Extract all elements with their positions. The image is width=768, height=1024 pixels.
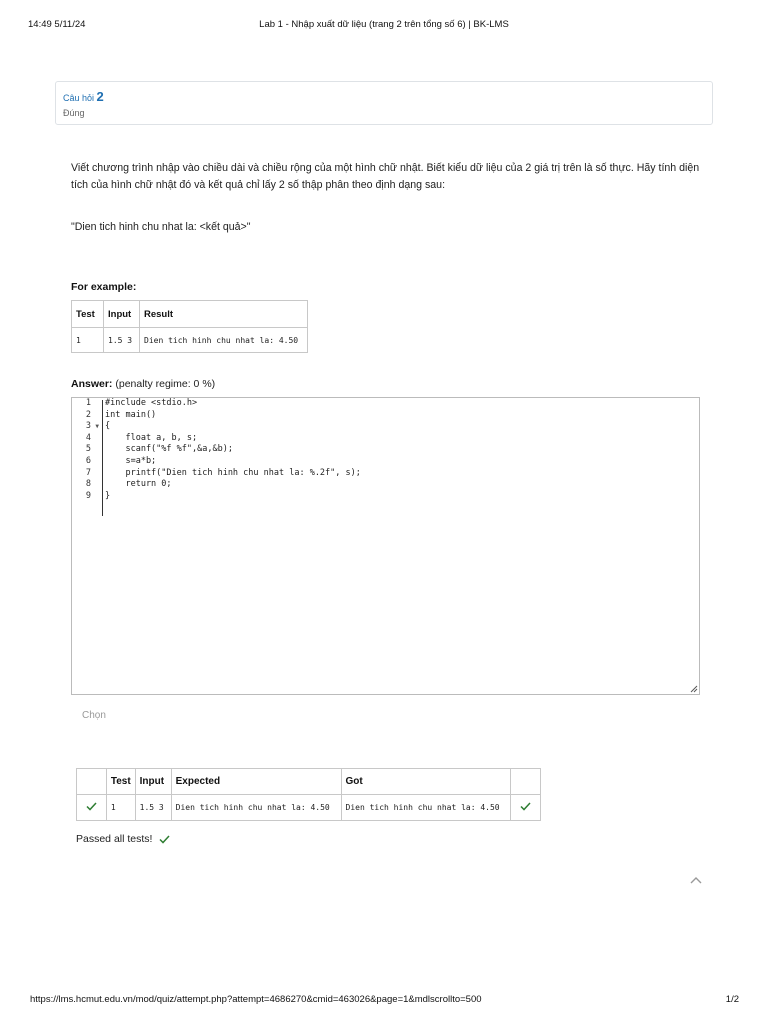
result-test-cell: 1 bbox=[106, 795, 135, 821]
check-icon bbox=[520, 802, 531, 811]
line-number: 9 bbox=[85, 490, 91, 501]
print-time: 14:49 5/11/24 bbox=[28, 19, 86, 30]
code-line: s=a*b; bbox=[105, 455, 157, 466]
result-got-cell: Dien tich hinh chu nhat la: 4.50 bbox=[341, 795, 511, 821]
example-row bbox=[72, 328, 308, 353]
result-pass-cell bbox=[511, 795, 541, 821]
code-content[interactable] bbox=[105, 398, 695, 502]
results-header-result bbox=[511, 769, 541, 795]
print-footer bbox=[0, 994, 768, 1008]
results-row bbox=[77, 795, 541, 821]
question-text: Viết chương trình nhập vào chiều dài và chiều rộng của một hình chữ nhật. Biết kiểu dữ liệu của 2 giá trị trên là số thực. Hãy tính diện tích của hình chữ nhật đó và kết quả chỉ lấy 2 số thập phân theo định dạng sau: bbox=[71, 162, 700, 191]
resize-handle-icon[interactable] bbox=[690, 685, 698, 693]
results-header-row bbox=[77, 769, 541, 795]
question-label: Câu hỏi bbox=[63, 93, 95, 103]
print-page-number: 1/2 bbox=[725, 994, 739, 1005]
results-header-test: Test bbox=[106, 769, 135, 795]
example-heading: For example: bbox=[71, 281, 137, 293]
results-header-expected: Expected bbox=[171, 769, 341, 795]
penalty-regime: (penalty regime: 0 %) bbox=[115, 378, 216, 390]
question-number-value: 2 bbox=[96, 89, 104, 104]
code-editor[interactable] bbox=[71, 397, 700, 695]
results-header-status bbox=[77, 769, 107, 795]
result-status-cell bbox=[77, 795, 107, 821]
code-line: int main() bbox=[105, 409, 157, 420]
code-line: printf("Dien tich hinh chu nhat la: %.2f", s); bbox=[105, 467, 361, 478]
choose-button[interactable]: Chọn bbox=[82, 710, 106, 721]
question-info-box bbox=[55, 81, 713, 125]
answer-label-text: Answer: bbox=[71, 378, 113, 390]
code-line: float a, b, s; bbox=[105, 432, 198, 443]
line-number: 5 bbox=[85, 444, 91, 455]
result-expected-cell: Dien tich hinh chu nhat la: 4.50 bbox=[171, 795, 341, 821]
line-number-with-fold bbox=[72, 421, 101, 433]
example-cell-input: 1.5 3 bbox=[104, 328, 140, 353]
example-header-row bbox=[72, 301, 308, 328]
print-header bbox=[0, 19, 768, 33]
results-header-got: Got bbox=[341, 769, 511, 795]
line-number: 2 bbox=[85, 409, 91, 420]
code-line: return 0; bbox=[105, 479, 172, 490]
code-line: scanf("%f %f",&a,&b); bbox=[105, 444, 233, 455]
fold-toggle-icon[interactable]: ▼ bbox=[95, 423, 99, 431]
example-header-input: Input bbox=[104, 301, 140, 328]
check-icon bbox=[86, 802, 97, 811]
code-line: { bbox=[105, 421, 111, 432]
line-number: 3 bbox=[85, 421, 91, 432]
example-header-result: Result bbox=[140, 301, 308, 328]
line-number-gutter bbox=[72, 398, 101, 518]
example-cell-test: 1 bbox=[72, 328, 104, 353]
line-number: 8 bbox=[85, 479, 91, 490]
cursor-line bbox=[102, 400, 103, 516]
line-number: 7 bbox=[85, 467, 91, 478]
check-icon bbox=[159, 835, 170, 844]
result-input-cell: 1.5 3 bbox=[135, 795, 171, 821]
line-number: 6 bbox=[85, 455, 91, 466]
answer-label bbox=[71, 378, 215, 390]
passed-text: Passed all tests! bbox=[76, 833, 153, 845]
results-header-input: Input bbox=[135, 769, 171, 795]
example-table bbox=[71, 300, 308, 353]
code-line: #include <stdio.h> bbox=[105, 398, 198, 408]
code-line: } bbox=[105, 490, 111, 501]
line-number: 4 bbox=[85, 432, 91, 443]
passed-all-tests bbox=[76, 833, 170, 845]
example-header-test: Test bbox=[72, 301, 104, 328]
question-number bbox=[63, 89, 104, 104]
back-to-top-icon[interactable] bbox=[689, 875, 703, 885]
question-state: Đúng bbox=[63, 108, 85, 118]
line-number: 1 bbox=[85, 398, 91, 408]
question-format: "Dien tich hinh chu nhat la: <kết quả>" bbox=[71, 221, 251, 233]
test-results-table bbox=[76, 768, 541, 821]
example-cell-result: Dien tich hinh chu nhat la: 4.50 bbox=[140, 328, 308, 353]
print-url: https://lms.hcmut.edu.vn/mod/quiz/attempt.php?attempt=4686270&cmid=463026&page=1&mdlscrollto=500 bbox=[30, 994, 482, 1005]
print-title: Lab 1 - Nhập xuất dữ liệu (trang 2 trên tổng số 6) | BK-LMS bbox=[259, 19, 509, 30]
